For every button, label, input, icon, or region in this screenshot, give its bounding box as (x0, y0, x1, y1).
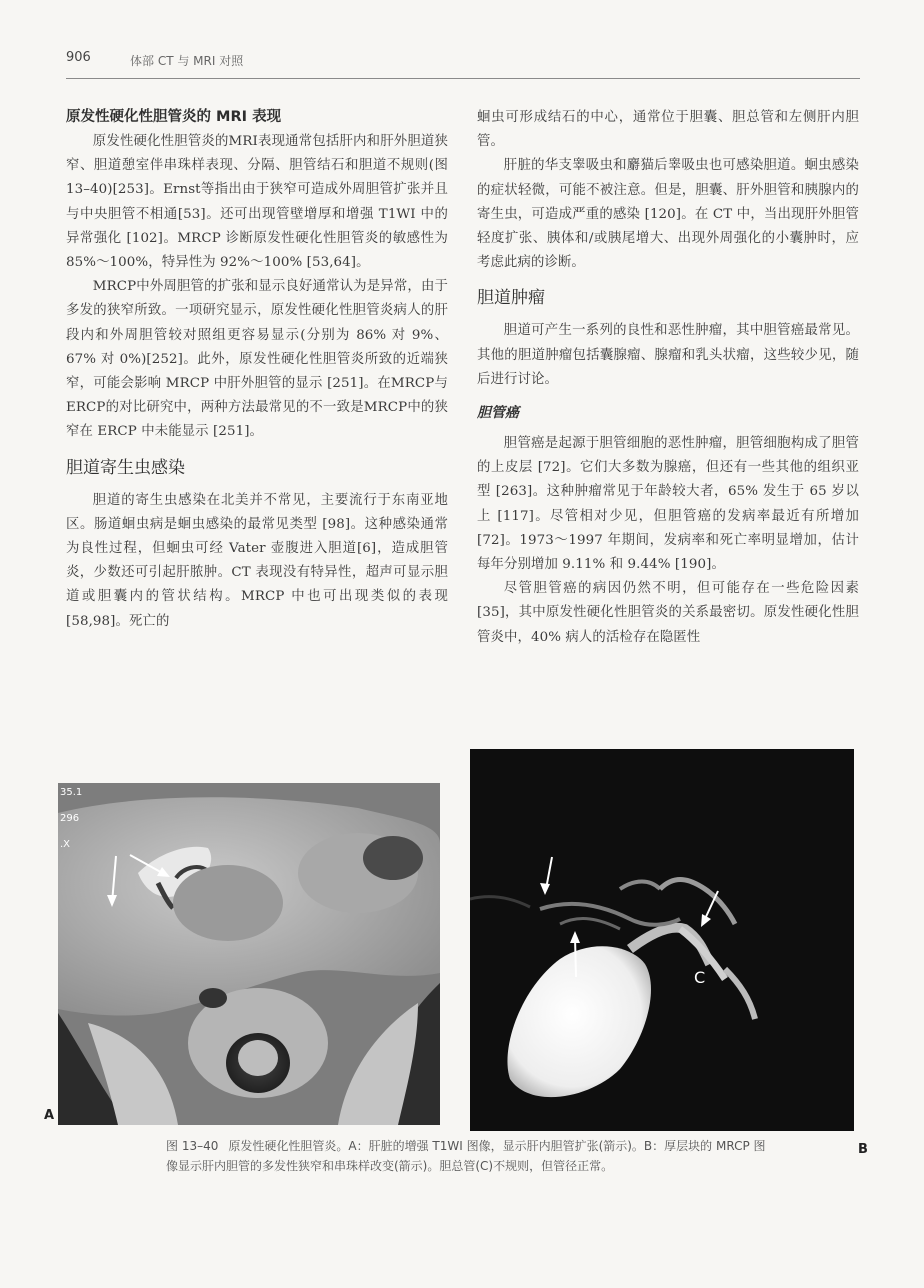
t1wi-illustration (58, 783, 440, 1125)
figure-a-t1wi-image (58, 783, 440, 1125)
figure-label-b: B (858, 1142, 868, 1157)
paragraph: 胆道可产生一系列的良性和恶性肿瘤，其中胆管癌最常见。其他的胆道肿瘤包括囊腺瘤、腺瘤和乳头状瘤，这些较少见，随后进行讨论。 (477, 323, 859, 387)
left-column (66, 106, 448, 634)
section-heading-psc-mri: 原发性硬化性胆管炎的 MRI 表现 (66, 109, 282, 125)
page-number: 906 (66, 50, 91, 65)
section-heading-biliary-tumors: 胆道肿瘤 (477, 288, 545, 309)
paragraph: MRCP中外周胆管的扩张和显示良好通常认为是异常，由于多发的狭窄所致。一项研究显示，原发性硬化性胆管炎病人的肝段内和外周胆管较对照组更容易显示(分别为 86% 对 9%、67% 对 0%)[252]。此外，原发性硬化性胆管炎所致的近端狭窄，可能会影响 MRCP 中肝外胆管的显示 [251]。在MRCP与ERCP的对比研究中，两种方法最常见的不一致是MRCP中的狭窄在 ERCP 中未能显示 [251]。 (66, 279, 448, 440)
subsection-heading-cholangiocarcinoma: 胆管癌 (477, 405, 519, 422)
mrcp-illustration (470, 749, 854, 1131)
paragraph: 尽管胆管癌的病因仍然不明，但可能存在一些危险因素 [35]，其中原发性硬化性胆管炎的关系最密切。原发性硬化性胆管炎中，40% 病人的活检存在隐匿性 (477, 581, 859, 645)
paragraph: 胆道的寄生虫感染在北美并不常见，主要流行于东南亚地区。肠道蛔虫病是蛔虫感染的最常见类型 [98]。这种感染通常为良性过程，但蛔虫可经 Vater 壶腹进入胆道[6]，造成胆管炎，少数还可引起肝脓肿。CT 表现没有特异性，超声可显示胆道或胆囊内的管状结构。MRCP 中也可出现类似的表现 [58,98]。死亡的 (66, 492, 448, 629)
page-header (66, 48, 860, 79)
label-c-common-bile-duct: C (694, 968, 706, 987)
overlay-text: .X (60, 839, 71, 850)
caption-number: 图 13–40 (166, 1139, 219, 1153)
right-column (477, 106, 859, 650)
section-heading-parasitic-infection: 胆道寄生虫感染 (66, 457, 185, 478)
overlay-text: 296 (60, 813, 80, 824)
overlay-text: 35.1 (60, 787, 83, 798)
figure-caption (166, 1136, 766, 1176)
paragraph: 肝脏的华支睾吸虫和麝猫后睾吸虫也可感染胆道。蛔虫感染的症状轻微，可能不被注意。但是，胆囊、肝外胆管和胰腺内的寄生虫，可造成严重的感染 [120]。在 CT 中，当出现肝外胆管轻度扩张、胰体和/或胰尾增大、出现外周强化的小囊肿时，应考虑此病的诊断。 (477, 158, 859, 271)
figure-b-mrcp-image (470, 749, 854, 1131)
paragraph: 原发性硬化性胆管炎的MRI表现通常包括肝内和肝外胆道狭窄、胆道憩室伴串珠样表现、分隔、胆管结石和胆道不规则(图13–40)[253]。Ernst等指出由于狭窄可造成外周胆管扩张并且与中央胆管不相通[53]。还可出现管壁增厚和增强 T1WI 中的异常强化 [102]。MRCP 诊断原发性硬化性胆管炎的敏感性为 85%～100%，特异性为 92%～100% [53,64]。 (66, 134, 448, 271)
caption-text: 原发性硬化性胆管炎。A：肝脏的增强 T1WI 图像，显示肝内胆管扩张(箭示)。B：厚层块的 MRCP 图像显示肝内胆管的多发性狭窄和串珠样改变(箭示)。胆总管(C)不规则，但管径正常。 (166, 1139, 766, 1173)
paragraph-continuation: 蛔虫可形成结石的中心，通常位于胆囊、胆总管和左侧肝内胆管。 (477, 110, 859, 150)
paragraph: 胆管癌是起源于胆管细胞的恶性肿瘤，胆管细胞构成了胆管的上皮层 [72]。它们大多数为腺癌，但还有一些其他的组织亚型 [263]。这种肿瘤常见于年龄较大者，65% 发生于 65 岁以上 [117]。尽管相对少见，但胆管癌的发病率最近有所增加 [72]。1973～1997 年期间，发病率和死亡率明显增加，估计每年分别增加 9.11% 和 9.44% [190]。 (477, 436, 859, 573)
figure-label-a: A (44, 1108, 55, 1123)
running-title: 体部 CT 与 MRI 对照 (130, 54, 244, 68)
